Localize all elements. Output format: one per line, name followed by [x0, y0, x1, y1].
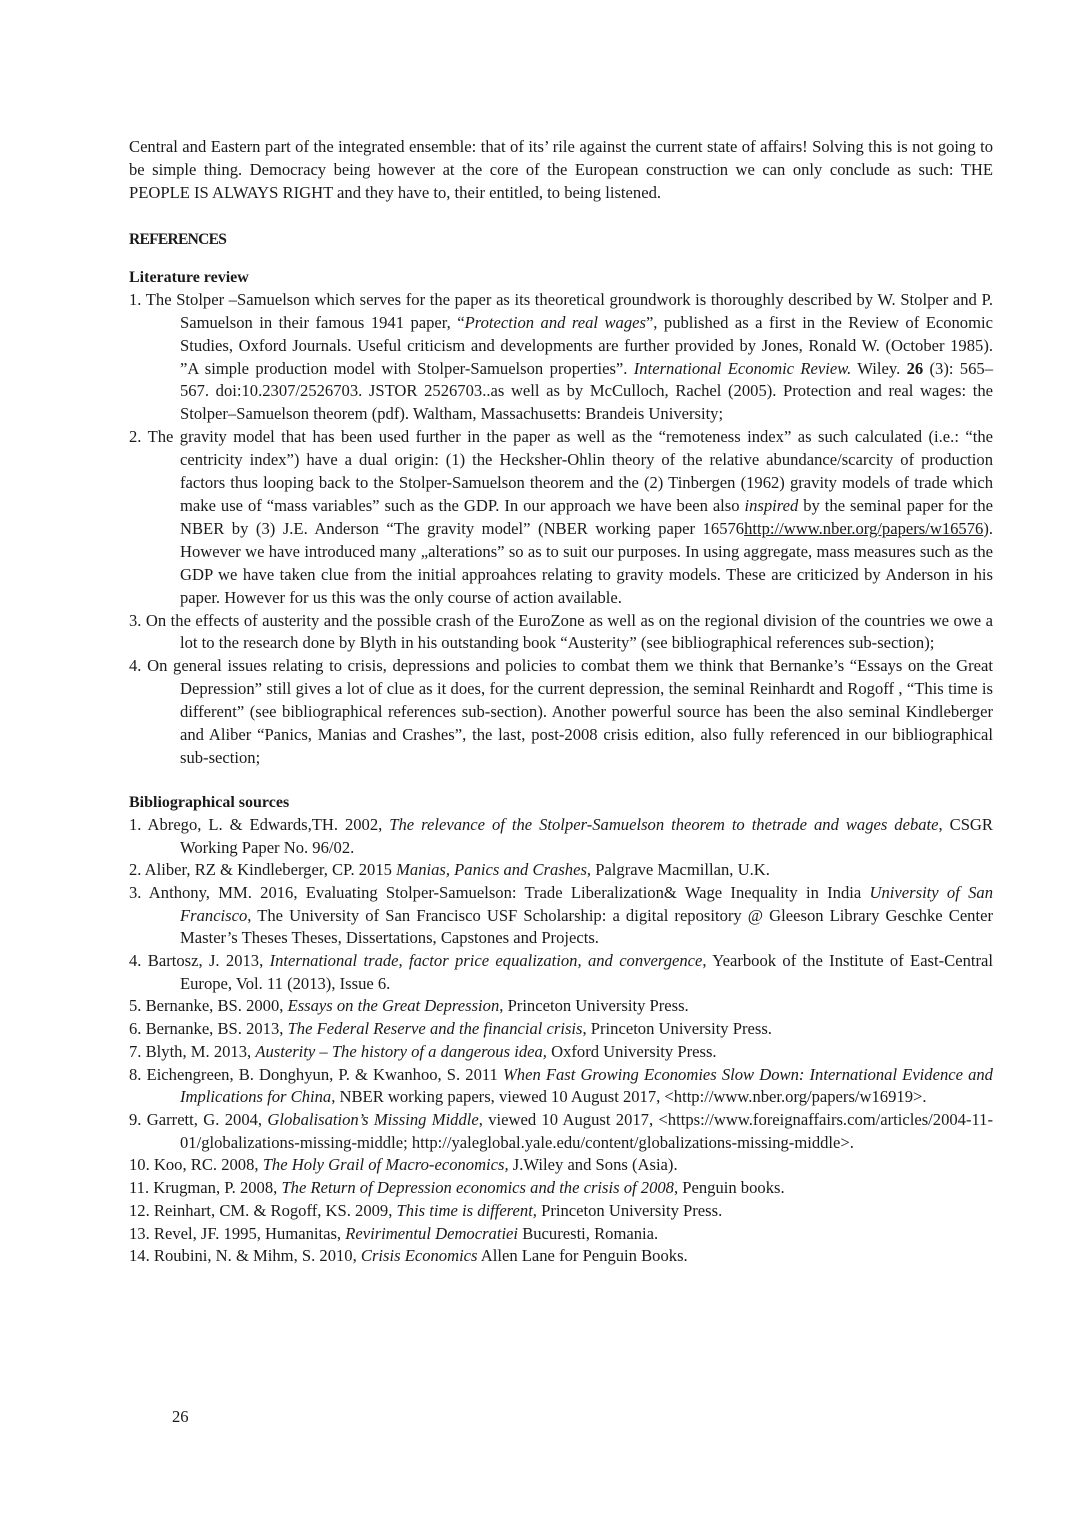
- item-number: 5.: [129, 996, 142, 1016]
- item-title: Revirimentul Democratiei: [345, 1223, 519, 1243]
- item-number: 4.: [129, 951, 142, 971]
- list-item: [129, 995, 993, 1018]
- item-publisher: , The University of San Francisco USF Scholarship: a digital repository @ Gleeson Library Geschke Center Master’s Theses Theses, Dissertations, Capstones and Projects.: [180, 905, 993, 948]
- item-publisher: , NBER working papers, viewed 10 August 2017, <http://www.nber.org/papers/w16919>.: [331, 1087, 927, 1107]
- item-authors: Revel, JF. 1995, Humanitas,: [149, 1223, 346, 1243]
- list-item: [129, 950, 993, 995]
- literature-review-heading: Literature review: [129, 268, 249, 286]
- list-item: [129, 1223, 993, 1246]
- item-title: The Holy Grail of Macro-economics,: [262, 1155, 509, 1175]
- list-item: [129, 1245, 993, 1268]
- item-title: The Return of Depression economics and the crisis of 2008: [281, 1178, 674, 1198]
- item-authors: Koo, RC. 2008,: [149, 1155, 263, 1175]
- item-authors: Bernanke, BS. 2000,: [141, 996, 288, 1016]
- list-item: [129, 1064, 993, 1109]
- item-number: 1.: [129, 289, 142, 309]
- item-authors: Reinhart, CM. & Rogoff, KS. 2009,: [149, 1200, 397, 1220]
- item-publisher: Allen Lane for Penguin Books.: [477, 1246, 688, 1266]
- list-item: [129, 655, 993, 770]
- item-number: 12.: [129, 1200, 150, 1220]
- item-title: Globalisation’s Missing Middle: [267, 1109, 479, 1129]
- item-number: 4.: [129, 656, 142, 676]
- list-item: [129, 610, 993, 656]
- item-authors: Anthony, MM. 2016, Evaluating Stolper-Samuelson: Trade Liberalization& Wage Inequality in India: [141, 882, 870, 902]
- item-text: (3): 565–567. doi:10.2307/2526703. JSTOR 2526703..as well as by McCulloch, Rachel (2005). Protection and real wages: the Stolper–Samuelson theorem (pdf). Waltham, Massachusetts: Brandeis University;: [180, 358, 993, 424]
- list-item: [129, 426, 993, 609]
- page-number: 26: [172, 1407, 189, 1426]
- item-text: Wiley.: [851, 358, 907, 378]
- item-authors: Bartosz, J. 2013,: [141, 951, 270, 971]
- item-authors: Bernanke, BS. 2013,: [141, 1019, 288, 1039]
- list-item: [129, 1041, 993, 1064]
- item-number: 13.: [129, 1223, 150, 1243]
- item-number: 7.: [129, 1041, 142, 1061]
- item-publisher: , Palgrave Macmillan, U.K.: [586, 860, 770, 880]
- item-title: Austerity – The history of a dangerous idea,: [255, 1041, 547, 1061]
- item-number: 9.: [129, 1109, 142, 1129]
- list-item: [129, 1177, 993, 1200]
- item-text: The gravity model that has been used further in the paper as well as the “remoteness index” as such calculated (i.e.: “the centricity index”) have a dual origin: (1) the Hecksher-Ohlin theory of the relative abundance/scarcity of production factors thus looping back to the Stolper-Samuelson theorem and the (2) Tinbergen (1962) gravity models of trade which make use of “mass variables” such as the GDP. In our approach we have been also: [141, 427, 993, 515]
- item-number: 1.: [129, 814, 142, 834]
- item-authors: Abrego, L. & Edwards,TH. 2002,: [141, 814, 390, 834]
- references-heading: REFERENCES: [129, 230, 227, 248]
- item-number: 2.: [129, 427, 142, 447]
- item-volume: 26: [906, 358, 924, 378]
- item-text: On the effects of austerity and the possible crash of the EuroZone as well as on the regional division of the countries we owe a lot to the research done by Blyth in his outstanding book “Austerity” (see bibliographical references sub-section);: [141, 610, 993, 653]
- item-publisher: , Princeton University Press.: [499, 996, 689, 1016]
- item-title: Crisis Economics: [360, 1246, 478, 1266]
- item-number: 2.: [129, 860, 142, 880]
- item-number: 8.: [129, 1064, 142, 1084]
- item-number: 3.: [129, 610, 142, 630]
- item-emphasis: inspired: [744, 495, 799, 515]
- item-publisher: , viewed 10 August 2017, <https://www.foreignaffairs.com/articles/2004-11-01/globalizations-missing-middle; http://yaleglobal.yale.edu/content/globalizations-missing-middle>.: [180, 1109, 993, 1152]
- item-title: International trade, factor price equalization, and convergence: [269, 951, 703, 971]
- item-publisher: , Yearbook of the Institute of East-Central Europe, Vol. 11 (2013), Issue 6.: [180, 951, 993, 993]
- item-text: by the seminal paper for the NBER by (3) J.E. Anderson “The gravity model” (NBER working paper 16576: [180, 495, 993, 538]
- item-authors: Roubini, N. & Mihm, S. 2010,: [149, 1246, 361, 1266]
- list-item: [129, 1154, 993, 1177]
- document-page: [129, 135, 993, 1268]
- item-publisher: , Penguin books.: [673, 1178, 785, 1198]
- list-item: [129, 289, 993, 426]
- item-publisher: Bucuresti, Romania.: [518, 1223, 659, 1243]
- item-publisher: Princeton University Press.: [536, 1200, 723, 1220]
- literature-review-list: [129, 289, 993, 770]
- item-authors: Garrett, G. 2004,: [141, 1109, 268, 1129]
- item-title: Manias, Panics and Crashes: [396, 860, 587, 880]
- item-text: ). However we have introduced many „alterations” so as to suit our purposes. In using aggregate, mass measures such as the GDP we have taken clue from the initial approahces relating to gravity models. These are criticized by Anderson in his paper. However for us this was the only course of action available.: [180, 518, 993, 607]
- list-item: [129, 814, 993, 859]
- item-number: 6.: [129, 1019, 142, 1039]
- item-authors: Eichengreen, B. Donghyun, P. & Kwanhoo, S. 2011: [141, 1064, 503, 1084]
- item-title: University of San Francisco: [180, 882, 993, 925]
- item-publisher: , CSGR Working Paper No. 96/02.: [180, 814, 993, 857]
- item-number: 3.: [129, 882, 142, 902]
- item-title: Essays on the Great Depression: [287, 996, 500, 1016]
- list-item: [129, 1109, 993, 1154]
- intro-paragraph: Central and Eastern part of the integrated ensemble: that of its’ rile against the current state of affairs! Solving this is not going to be simple thing. Democracy being however at the core of the European construction we can only conclude as such: THE PEOPLE IS ALWAYS RIGHT and they have to, their entitled, to being listened.: [129, 137, 993, 203]
- item-number: 11.: [129, 1178, 150, 1198]
- item-text: ”, published as a first in the Review of Economic Studies, Oxford Journals. Useful criticism and developments are further provided by Jones, Ronald W. (October 1985). ”A simple production model with Stolper-Samuelson properties”.: [180, 312, 993, 378]
- item-number: 10.: [129, 1155, 150, 1175]
- item-text: On general issues relating to crisis, depressions and policies to combat them we think that Bernanke’s “Essays on the Great Depression” still gives a lot of clue as it does, for the current depression, the seminal Reinhardt and Rogoff , “This time is different” (see bibliographical references sub-section). Another powerful source has been the also seminal Kindleberger and Aliber “Panics, Manias and Crashes”, the last, post-2008 crisis edition, also fully referenced in our bibliographical sub-section;: [141, 656, 993, 767]
- item-journal: International Economic Review.: [633, 358, 852, 378]
- item-publisher: J.Wiley and Sons (Asia).: [508, 1155, 678, 1175]
- list-item: [129, 859, 993, 882]
- item-title: Protection and real wages: [464, 312, 646, 332]
- nber-link[interactable]: http://www.nber.org/papers/w16576: [744, 518, 984, 538]
- item-authors: Aliber, RZ & Kindleberger, CP. 2015: [141, 860, 397, 880]
- bibliographical-sources-heading: Bibliographical sources: [129, 793, 290, 811]
- item-authors: Blyth, M. 2013,: [141, 1041, 256, 1061]
- item-title: This time is different,: [396, 1200, 537, 1220]
- item-number: 14.: [129, 1246, 150, 1266]
- list-item: [129, 882, 993, 950]
- bibliographical-sources-list: [129, 814, 993, 1268]
- item-authors: Krugman, P. 2008,: [149, 1178, 282, 1198]
- list-item: [129, 1200, 993, 1223]
- item-text: The Stolper –Samuelson which serves for the paper as its theoretical groundwork is thoroughly described by W. Stolper and P. Samuelson in their famous 1941 paper, “: [141, 289, 993, 332]
- item-title: The relevance of the Stolper-Samuelson theorem to thetrade and wages debate: [389, 814, 939, 834]
- item-publisher: Oxford University Press.: [546, 1041, 717, 1061]
- item-publisher: , Princeton University Press.: [582, 1019, 772, 1039]
- list-item: [129, 1018, 993, 1041]
- item-title: The Federal Reserve and the financial crisis: [287, 1019, 583, 1039]
- item-title: When Fast Growing Economies Slow Down: International Evidence and Implications for China: [180, 1064, 993, 1107]
